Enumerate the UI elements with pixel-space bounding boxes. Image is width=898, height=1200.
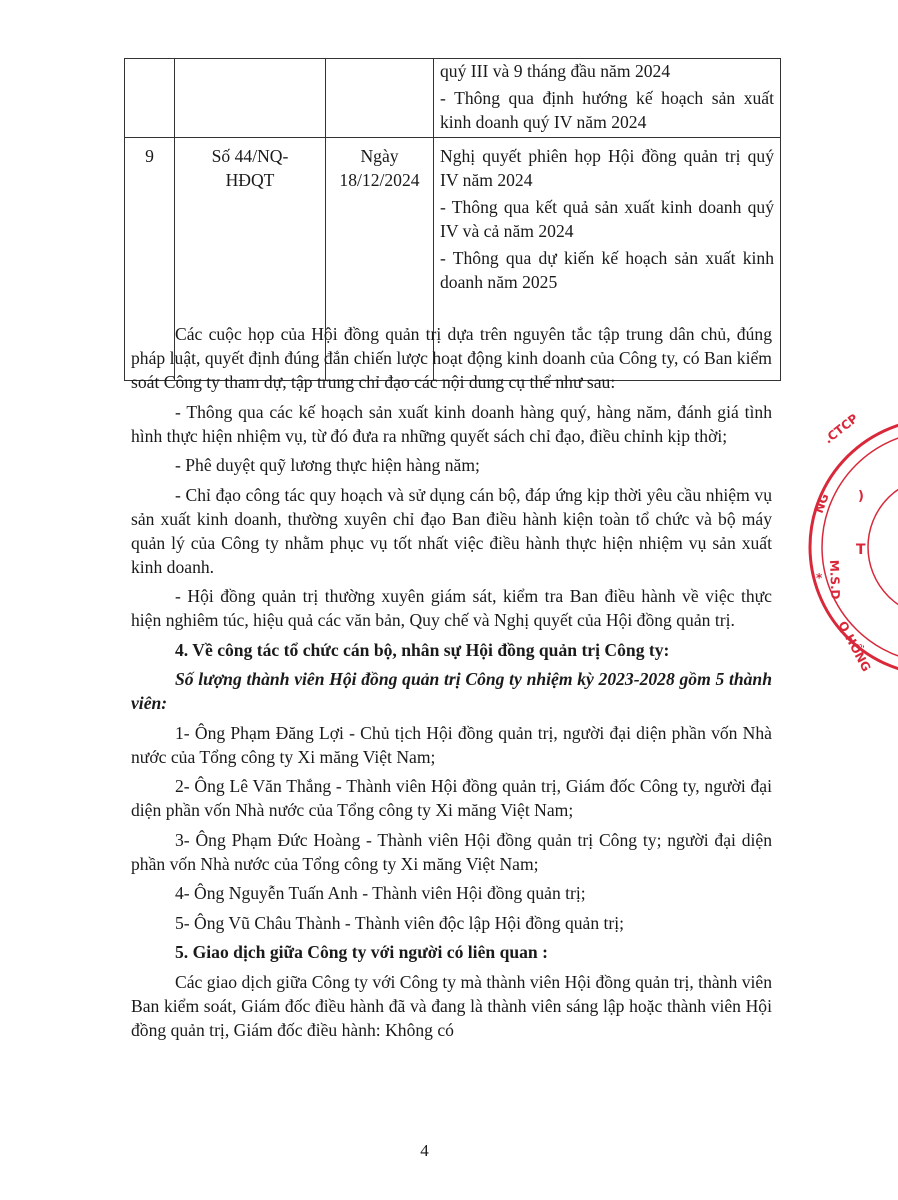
row-number-cell [125, 59, 175, 138]
svg-text:): ) [858, 489, 864, 504]
content-line: Nghị quyết phiên họp Hội đồng quản trị quý IV năm 2024 [440, 146, 774, 190]
member-item: 4- Ông Nguyễn Tuấn Anh - Thành viên Hội đồng quản trị; [175, 883, 586, 903]
paragraph: - Chỉ đạo công tác quy hoạch và sử dụng cán bộ, đáp ứng kịp thời yêu cầu nhiệm vụ sản xuất kinh doanh, thường xuyên chỉ đạo Ban điều hành kiện toàn tổ chức và bộ máy quản lý của Công ty nhằm phục vụ tốt nhất việc điều hành thực hiện nhiệm vụ sản xuất kinh doanh. [131, 484, 772, 577]
svg-text:*: * [816, 571, 823, 585]
svg-text:Q.HỒNG: Q.HỒNG [835, 618, 874, 674]
document-body [131, 322, 772, 1047]
section-subheading-4: Số lượng thành viên Hội đồng quản trị Công ty nhiệm kỳ 2023-2028 gồm 5 thành viên: [131, 669, 772, 713]
member-item: 5- Ông Vũ Châu Thành - Thành viên độc lập Hội đồng quản trị; [175, 912, 625, 933]
section-heading-4: 4. Về công tác tổ chức cán bộ, nhân sự Hội đồng quản trị Công ty: [175, 639, 670, 660]
svg-text:M.S.D: M.S.D [827, 559, 843, 600]
content-line: quý III và 9 tháng đầu năm 2024 [440, 61, 671, 81]
paragraph: Các cuộc họp của Hội đồng quản trị dựa trên nguyên tắc tập trung dân chủ, đúng pháp luật, quyết định đúng đắn chiến lược hoạt động kinh doanh của Công ty, có Ban kiểm soát Công ty tham dự, tập trung chỉ đạo các nội dung cụ thể như sau: [131, 324, 772, 392]
paragraph: Các giao dịch giữa Công ty với Công ty mà thành viên Hội đồng quản trị, thành viên Ban kiểm soát, Giám đốc điều hành đã và đang là thành viên sáng lập hoặc thành viên Hội đồng quản trị, Giám đốc điều hành: Không có [131, 971, 772, 1040]
resolution-number-cell: Số 44/NQ-HĐQT [175, 138, 326, 381]
paragraph: - Phê duyệt quỹ lương thực hiện hàng năm; [175, 455, 480, 475]
content-cell [434, 59, 781, 138]
svg-text:T: T [856, 542, 866, 558]
paragraph: - Thông qua các kế hoạch sản xuất kinh doanh hàng quý, hàng năm, đánh giá tình hình thực hiện nhiệm vụ, từ đó đưa ra những quyết sách chỉ đạo, điều chỉnh kịp thời; [131, 401, 772, 446]
table-row [125, 59, 781, 138]
company-seal-stamp [808, 412, 898, 682]
content-line: - Thông qua định hướng kế hoạch sản xuất kinh doanh quý IV năm 2024 [440, 88, 774, 132]
page-number: 4 [420, 1141, 429, 1160]
date-cell [326, 59, 434, 138]
paragraph: - Hội đồng quản trị thường xuyên giám sát, kiểm tra Ban điều hành về việc thực hiện nghiêm túc, hiệu quả các văn bản, Quy chế và Nghị quyết của Hội đồng quản trị. [131, 586, 772, 630]
date-cell: Ngày 18/12/2024 [326, 138, 434, 381]
member-item: 2- Ông Lê Văn Thắng - Thành viên Hội đồng quản trị, Giám đốc Công ty, người đại diện phần vốn Nhà nước của Tổng công ty Xi măng Việt Nam; [131, 776, 772, 820]
resolution-number-cell [175, 59, 326, 138]
row-number-cell: 9 [125, 138, 175, 381]
svg-text:NG: NG [811, 491, 832, 516]
svg-text:.CTCP: .CTCP [821, 411, 861, 447]
member-item: 3- Ông Phạm Đức Hoàng - Thành viên Hội đồng quản trị Công ty; người đại diện phần vốn Nhà nước của Tổng công ty Xi măng Việt Nam; [131, 829, 772, 874]
content-line: - Thông qua kết quả sản xuất kinh doanh quý IV và cả năm 2024 [440, 197, 774, 241]
section-heading-5: 5. Giao dịch giữa Công ty với người có liên quan : [175, 942, 548, 962]
content-line: - Thông qua dự kiến kế hoạch sản xuất kinh doanh năm 2025 [440, 248, 774, 292]
member-item: 1- Ông Phạm Đăng Lợi - Chủ tịch Hội đồng quản trị, người đại diện phần vốn Nhà nước của Tổng công ty Xi măng Việt Nam; [131, 722, 772, 767]
